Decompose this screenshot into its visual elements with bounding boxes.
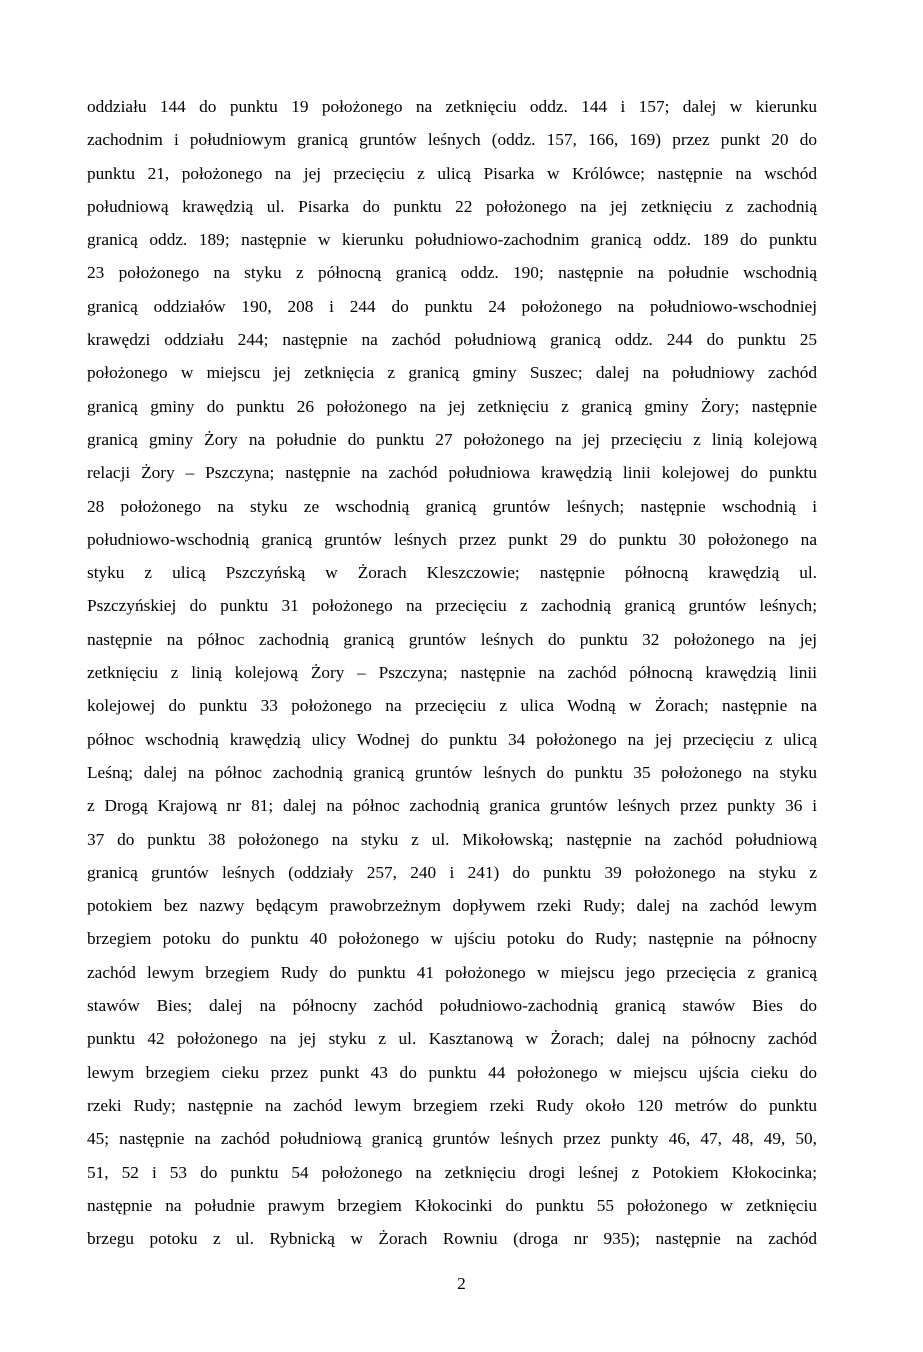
page-number: 2 (457, 1274, 466, 1293)
text-line: następnie na południe prawym brzegiem Kłokocinki do punktu 55 położonego w zetknięciu (87, 1195, 817, 1215)
text-line: 51, 52 i 53 do punktu 54 położonego na zetknięciu drogi leśnej z Potokiem Kłokocinka; (87, 1162, 817, 1182)
text-line: stawów Bies; dalej na północny zachód południowo-zachodnią granicą stawów Bies do (87, 996, 817, 1016)
text-line: granicą gruntów leśnych (oddziały 257, 240 i 241) do punktu 39 położonego na styku z (87, 862, 817, 882)
text-line: brzegu potoku z ul. Rybnicką w Żorach Rowniu (droga nr 935); następnie na zachód (87, 1229, 817, 1249)
text-line: zetknięciu z linią kolejową Żory – Pszczyna; następnie na zachód północną krawędzią linii (87, 663, 817, 683)
text-line: lewym brzegiem cieku przez punkt 43 do punktu 44 położonego w miejscu ujścia cieku do (87, 1062, 817, 1082)
text-line: następnie na północ zachodnią granicą gruntów leśnych do punktu 32 położonego na jej (87, 629, 817, 649)
text-line: oddziału 144 do punktu 19 położonego na zetknięciu oddz. 144 i 157; dalej w kierunku (87, 97, 817, 116)
text-line: punktu 42 położonego na jej styku z ul. Kasztanową w Żorach; dalej na północny zachód (87, 1029, 817, 1049)
text-line: południową krawędzią ul. Pisarka do punktu 22 położonego na jej zetknięciu z zachodnią (87, 196, 817, 216)
text-line: 37 do punktu 38 położonego na styku z ul. Mikołowską; następnie na zachód południową (87, 829, 817, 849)
text-line: brzegiem potoku do punktu 40 położonego w ujściu potoku do Rudy; następnie na północny (87, 929, 817, 949)
text-line: kolejowej do punktu 33 położonego na przecięciu z ulica Wodną w Żorach; następnie na (87, 696, 817, 716)
text-line: 28 położonego na styku ze wschodnią granicą gruntów leśnych; następnie wschodnią i (87, 496, 817, 516)
text-line: potokiem bez nazwy będącym prawobrzeżnym dopływem rzeki Rudy; dalej na zachód lewym (87, 896, 817, 916)
text-line: zachód lewym brzegiem Rudy do punktu 41 położonego w miejscu jego przecięcia z granicą (87, 962, 817, 982)
text-line: położonego w miejscu jej zetknięcia z granicą gminy Suszec; dalej na południowy zachód (87, 363, 817, 383)
text-line: Pszczyńskiej do punktu 31 położonego na przecięciu z zachodnią granicą gruntów leśnych; (87, 596, 817, 616)
text-line: granicą oddziałów 190, 208 i 244 do punktu 24 położonego na południowo-wschodniej (87, 296, 817, 316)
text-line: południowo-wschodnią granicą gruntów leśnych przez punkt 29 do punktu 30 położonego na (87, 529, 817, 549)
text-line: 23 położonego na styku z północną granicą oddz. 190; następnie na południe wschodnią (87, 263, 817, 283)
text-line: z Drogą Krajową nr 81; dalej na północ zachodnią granica gruntów leśnych przez punkty 36 i (87, 796, 817, 816)
text-line: krawędzi oddziału 244; następnie na zachód południową granicą oddz. 244 do punktu 25 (87, 330, 817, 350)
text-line: punktu 21, położonego na jej przecięciu z ulicą Pisarka w Królówce; następnie na wschód (87, 163, 817, 183)
body-text (87, 90, 817, 1255)
text-line: granicą gminy Żory na południe do punktu 27 położonego na jej przecięciu z linią kolejową (87, 429, 817, 449)
text-line: rzeki Rudy; następnie na zachód lewym brzegiem rzeki Rudy około 120 metrów do punktu (87, 1095, 817, 1115)
text-line: 45; następnie na zachód południową granicą gruntów leśnych przez punkty 46, 47, 48, 49, 50, (87, 1129, 817, 1149)
text-line: relacji Żory – Pszczyna; następnie na zachód południowa krawędzią linii kolejowej do punktu (87, 463, 817, 483)
text-line: północ wschodnią krawędzią ulicy Wodnej do punktu 34 położonego na jej przecięciu z ulicą (87, 729, 817, 749)
text-line: zachodnim i południowym granicą gruntów leśnych (oddz. 157, 166, 169) przez punkt 20 do (87, 130, 817, 150)
text-line: Leśną; dalej na północ zachodnią granicą gruntów leśnych do punktu 35 położonego na styku (87, 762, 817, 782)
text-line: granicą gminy do punktu 26 położonego na jej zetknięciu z granicą gminy Żory; następnie (87, 396, 817, 416)
text-line: styku z ulicą Pszczyńską w Żorach Kleszczowie; następnie północną krawędzią ul. (87, 563, 817, 583)
text-line: granicą oddz. 189; następnie w kierunku południowo-zachodnim granicą oddz. 189 do punktu (87, 230, 817, 250)
